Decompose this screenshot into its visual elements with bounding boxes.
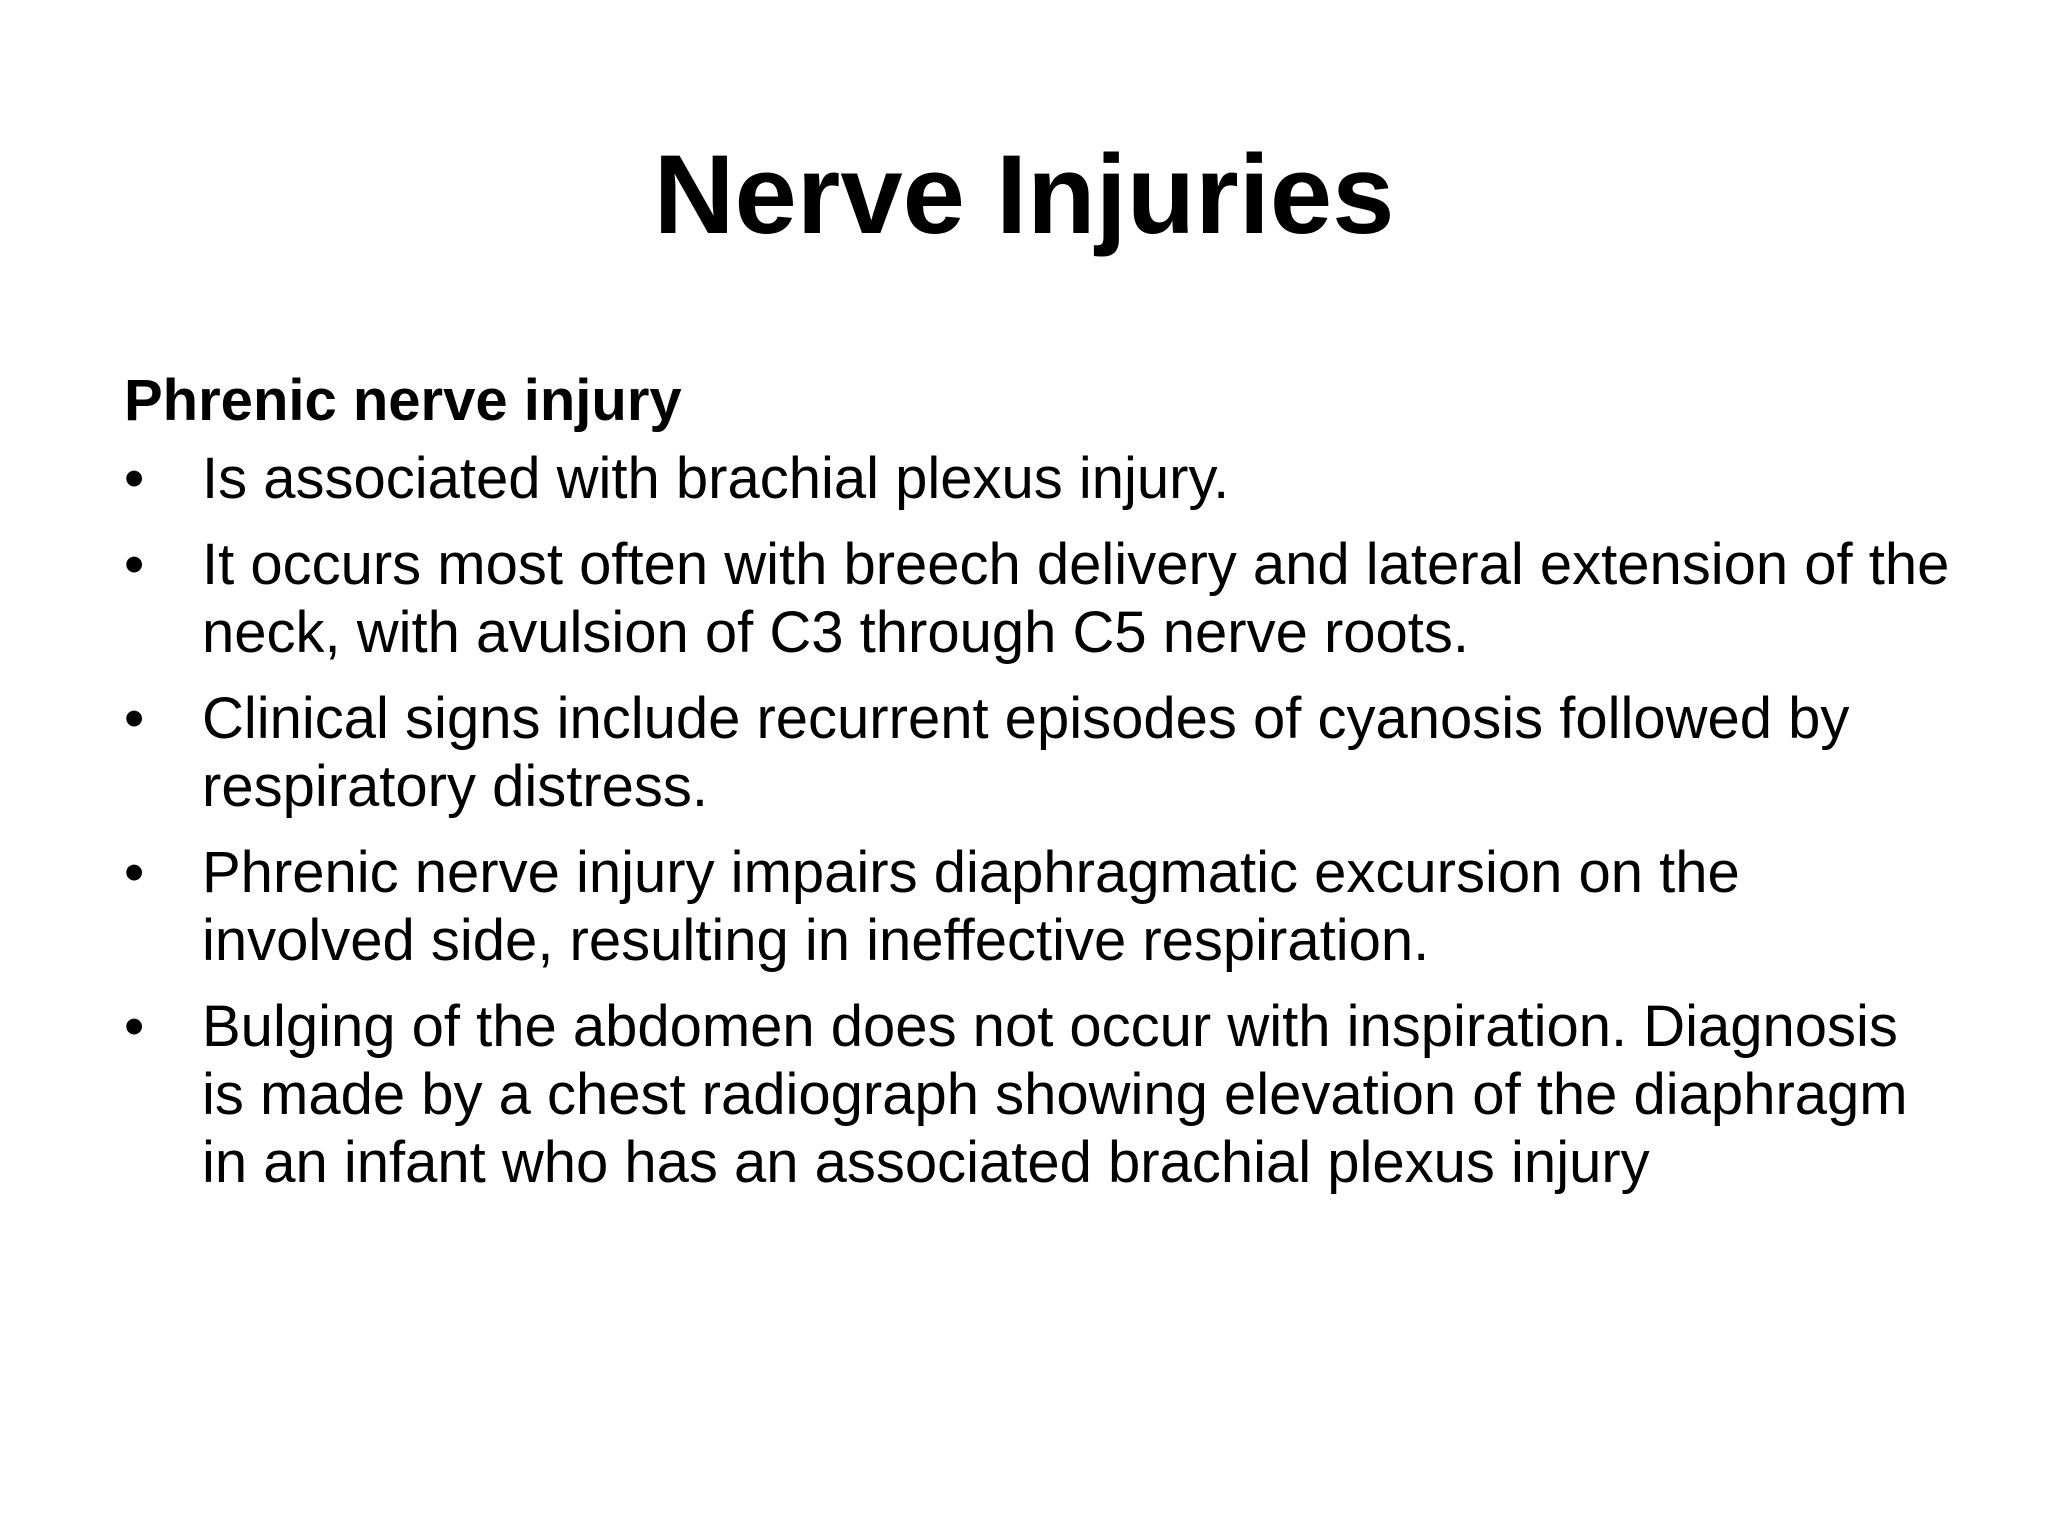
bullet-item [124,839,1954,975]
bullet-text: Is associated with brachial plexus injury. [202,446,1230,511]
bullet-item [124,685,1954,821]
bullet-text: Clinical signs include recurrent episodes of cyanosis followed by respiratory distress. [202,686,1850,819]
bullet-item [124,531,1954,667]
bullet-text: It occurs most often with breech delivery and lateral extension of the neck, with avulsion of C3 through C5 nerve roots. [202,532,1950,665]
bullet-icon: • [124,994,145,1059]
slide-content [124,365,1954,1215]
bullet-icon: • [124,686,145,751]
bullet-item [124,993,1954,1197]
bullet-text: Phrenic nerve injury impairs diaphragmatic excursion on the involved side, resulting in ineffective respiration. [202,840,1740,973]
bullet-icon: • [124,532,145,597]
bullet-icon: • [124,840,145,905]
bullet-text: Bulging of the abdomen does not occur with inspiration. Diagnosis is made by a chest radiograph showing elevation of the diaphragm in an infant who has an associated brachial plexus injury [202,994,1908,1195]
slide-title: Nerve Injuries [653,132,1395,257]
section-heading: Phrenic nerve injury [124,368,682,433]
bullet-item [124,445,1954,513]
bullet-icon: • [124,446,145,511]
bullet-list [124,445,1954,1197]
